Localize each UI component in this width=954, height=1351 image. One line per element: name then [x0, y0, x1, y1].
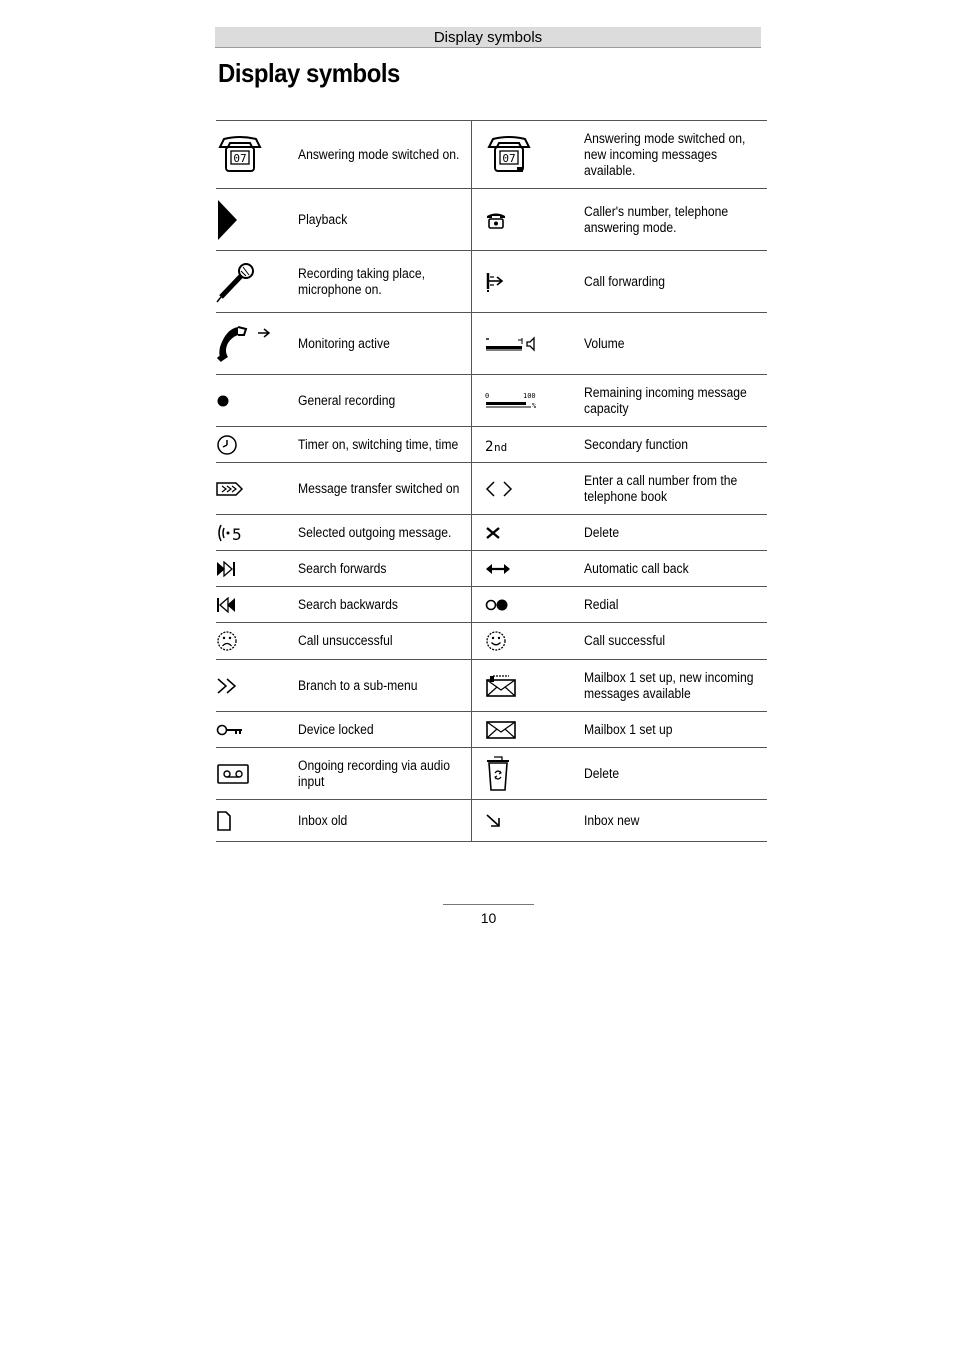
table-row [216, 313, 767, 375]
svg-text:2: 2 [484, 438, 493, 454]
microphone-icon [216, 251, 298, 313]
answering-machine-07-icon [216, 121, 298, 189]
cassette-icon [216, 748, 298, 800]
search-backward-icon [216, 587, 298, 623]
trash-can-icon [471, 748, 584, 800]
symbol-description: Search forwards [298, 551, 471, 587]
table-row [216, 748, 767, 800]
table-row [216, 427, 767, 463]
symbol-description: Inbox new [584, 800, 767, 842]
symbol-description: Call unsuccessful [298, 623, 471, 660]
symbol-description: Mailbox 1 set up, new incoming messages available [584, 660, 767, 712]
arrow-down-right-icon [471, 800, 584, 842]
page-number: 10 [480, 910, 497, 926]
play-triangle-icon [216, 189, 298, 251]
svg-text:5: 5 [232, 524, 242, 543]
second-function-icon [471, 427, 584, 463]
symbol-description: Call forwarding [584, 251, 767, 313]
table-row [216, 623, 767, 660]
table-row [216, 712, 767, 748]
symbol-description: Delete [584, 515, 767, 551]
symbol-description: Inbox old [298, 800, 471, 842]
footer-rule [443, 904, 534, 905]
svg-text:%: % [531, 401, 536, 410]
table-row [216, 463, 767, 515]
delete-x-icon [471, 515, 584, 551]
symbol-description: Ongoing recording via audio input [298, 748, 471, 800]
symbol-description: Recording taking place, microphone on. [298, 251, 471, 313]
submenu-chevron-icon [216, 660, 298, 712]
double-arrow-icon [471, 551, 584, 587]
page-title: Display symbols [218, 58, 400, 88]
table-row [216, 660, 767, 712]
sad-face-icon [216, 623, 298, 660]
symbol-description: Selected outgoing message. [298, 515, 471, 551]
mailbox-new-icon [471, 660, 584, 712]
symbol-description: Message transfer switched on [298, 463, 471, 515]
search-forward-icon [216, 551, 298, 587]
table-row [216, 189, 767, 251]
symbol-description: General recording [298, 375, 471, 427]
symbol-description: Answering mode switched on, new incoming messages available. [584, 121, 767, 189]
svg-text:nd: nd [493, 440, 507, 454]
symbol-description: Branch to a sub-menu [298, 660, 471, 712]
table-row [216, 587, 767, 623]
happy-face-icon [471, 623, 584, 660]
symbol-description: Playback [298, 189, 471, 251]
table-row [216, 121, 767, 189]
table-row [216, 375, 767, 427]
message-transfer-icon [216, 463, 298, 515]
symbol-description: Timer on, switching time, time [298, 427, 471, 463]
svg-text:0: 0 [484, 391, 489, 400]
handset-monitor-icon [216, 313, 298, 375]
capacity-bar-icon [471, 375, 584, 427]
call-forwarding-icon [471, 251, 584, 313]
symbol-description: Remaining incoming message capacity [584, 375, 767, 427]
symbol-description: Enter a call number from the telephone book [584, 463, 767, 515]
symbols-table [216, 120, 767, 842]
svg-text:07: 07 [233, 151, 247, 165]
symbol-description: Volume [584, 313, 767, 375]
symbol-description: Call successful [584, 623, 767, 660]
symbol-description: Automatic call back [584, 551, 767, 587]
symbol-description: Device locked [298, 712, 471, 748]
key-icon [216, 712, 298, 748]
volume-bar-icon [471, 313, 584, 375]
table-row [216, 551, 767, 587]
symbol-description: Search backwards [298, 587, 471, 623]
symbol-description: Caller's number, telephone answering mode. [584, 189, 767, 251]
symbol-description: Secondary function [584, 427, 767, 463]
table-row [216, 251, 767, 313]
mailbox-icon [471, 712, 584, 748]
angle-brackets-icon [471, 463, 584, 515]
symbol-description: Monitoring active [298, 313, 471, 375]
document-icon [216, 800, 298, 842]
telephone-small-icon [471, 189, 584, 251]
redial-icon [471, 587, 584, 623]
svg-text:07: 07 [501, 151, 516, 165]
outgoing-message-icon [216, 515, 298, 551]
running-header: Display symbols [215, 27, 761, 48]
answering-machine-07-new-icon [471, 121, 584, 189]
table-row [216, 515, 767, 551]
symbol-description: Delete [584, 748, 767, 800]
symbol-description: Answering mode switched on. [298, 121, 471, 189]
symbol-description: Mailbox 1 set up [584, 712, 767, 748]
table-row [216, 800, 767, 842]
clock-icon [216, 427, 298, 463]
symbol-description: Redial [584, 587, 767, 623]
svg-text:100: 100 [522, 391, 536, 400]
record-dot-icon [216, 375, 298, 427]
